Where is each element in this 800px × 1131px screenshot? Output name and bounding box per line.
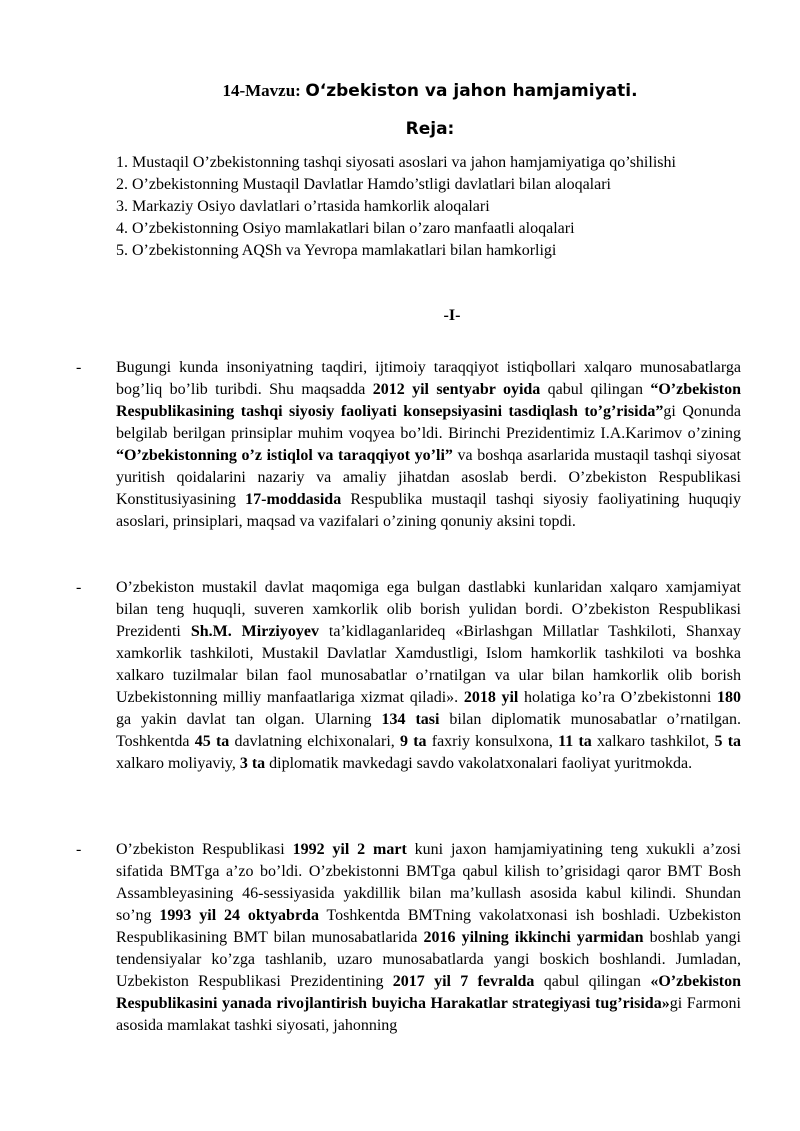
paragraph-text: [116, 839, 741, 1037]
bold-text-run: 2012 yil sentyabr oyida: [372, 381, 541, 398]
paragraph-text: [116, 357, 741, 533]
text-run: gi Farmoni asosida mamlakat tashki siyosati, jahonning: [116, 995, 741, 1034]
text-run: diplomatik mavkedagi savdo vakolatxonalari faoliyat yuritmokda.: [265, 755, 693, 772]
bold-text-run: 1993 yil 24 oktyabrda: [159, 907, 319, 924]
text-run: Toshkentda BMTning vakolatxonasi ish boshladi. Uzbekiston Respublikasining BMT bilan munosabatlarida: [116, 907, 741, 946]
bullet-dash: -: [76, 579, 82, 596]
text-run: O’zbekiston mustakil davlat maqomiga ega bulgan dastlabki kunlaridan xalqaro xamjamiyat bilan teng huquqli, suveren xamkorlik olib borish yulidan bordi. O’zbekiston Respublikasi Prezidenti: [116, 579, 741, 640]
text-run: qabul qilingan: [540, 381, 651, 398]
plan-item: 4. O’zbekistonning Osiyo mamlakatlari bilan o’zaro manfaatli aloqalari: [116, 220, 575, 237]
bold-text-run: 1992 yil 2 mart: [292, 841, 407, 858]
bold-text-run: “O’zbekiston Respublikasining tashqi siyosiy faoliyati konsepsiyasini tasdiqlash to’g’risida”: [116, 381, 742, 420]
text-run: Respublika mustaqil tashqi siyosiy faoliyatining huquqiy asoslari, prinsiplari, maqsad va vazifalari o’zining qonuniy aksini topdi.: [116, 491, 741, 530]
text-run: faxriy konsulxona,: [426, 733, 559, 750]
topic-title: [0, 78, 800, 103]
bold-text-run: «O’zbekiston Respublikasini yanada rivojlantirish buyicha Harakatlar strategiyasi tug’risida»: [116, 973, 742, 1012]
text-run: kuni jaxon hamjamiyatining teng xukukli a’zosi sifatida BMTga a’zo bo’ldi. O’zbekistonni BMTga qabul kilish to’grisidagi qaror BMT Bosh Assambleyasining 46-sessiyasida yakdillik bilan ma’kullash asosida kabul kilindi. Shundan so’ng: [116, 841, 741, 924]
plan-heading: Reja:: [405, 119, 455, 139]
bold-text-run: Sh.M. Mirziyoyev: [190, 623, 319, 640]
bold-text-run: 17-moddasida: [245, 491, 342, 508]
text-run: xalkaro tashkilot,: [591, 733, 715, 750]
text-run: O’zbekiston Respublikasi: [116, 841, 293, 858]
text-run: ta’kidlaganlarideq «Birlashgan Millatlar Tashkiloti, Shanxay xamkorlik tashkiloti, Mustakil Davlatlar Xamdustligi, Islom hamkorlik tashkiloti va boshka xalkaro tuzilmalar bilan faol munosabatlar o’rnatilgan va ular bilan hamkorlik olib borish Uzbekistonning milliy manfaatlariga xizmat qiladi».: [116, 623, 742, 706]
plan-item: 1. Mustaqil O’zbekistonning tashqi siyosati asoslari va jahon hamjamiyatiga qo’shilishi: [116, 154, 676, 171]
text-run: qabul qilingan: [534, 973, 651, 990]
paragraph-text: [116, 577, 741, 775]
text-run: Bugungi kunda insoniyatning taqdiri, ijtimoiy taraqqiyot istiqbollari xalqaro munosabatlarga bog’liq bo’lib turibdi. Shu maqsadda: [116, 359, 741, 398]
bold-text-run: 5 ta: [714, 733, 742, 750]
bold-text-run: 9 ta: [399, 733, 427, 750]
bold-text-run: 2017 yil 7 fevralda: [392, 973, 535, 990]
plan-item: 5. O’zbekistonning AQSh va Yevropa mamlakatlari bilan hamkorligi: [116, 242, 557, 259]
text-run: bilan diplomatik munosabatlar o’rnatilgan. Toshkentda: [116, 711, 742, 750]
bold-text-run: 180: [717, 689, 741, 706]
bold-text-run: 45 ta: [194, 733, 230, 750]
bullet-dash: -: [76, 841, 82, 858]
text-run: va boshqa asarlarida mustaqil tashqi siyosat yuritish qoidalarini nazariy va amaliy jihatdan asoslab berdi. O’zbekiston Respublikasi Konstitusiyasining: [116, 447, 742, 508]
bold-text-run: 2016 yilning ikkinchi yarmidan: [423, 929, 644, 946]
bullet-dash: -: [76, 359, 82, 376]
plan-item: 3. Markaziy Osiyo davlatlari o’rtasida hamkorlik aloqalari: [116, 198, 490, 215]
bold-text-run: “O’zbekistonning o’z istiqlol va taraqqiyot yo’li”: [116, 447, 453, 464]
bold-text-run: 3 ta: [239, 755, 266, 772]
bold-text-run: 2018 yil: [463, 689, 519, 706]
bold-text-run: 134 tasi: [381, 711, 440, 728]
section-heading: -I-: [443, 307, 461, 324]
text-run: ga yakin davlat tan olgan. Ularning: [116, 711, 382, 728]
plan-item: 2. O’zbekistonning Mustaqil Davlatlar Hamdo’stligi davlatlari bilan aloqalari: [116, 176, 611, 193]
bold-text-run: 11 ta: [558, 733, 592, 750]
text-run: holatiga ko’ra O’zbekistonni: [518, 689, 717, 706]
plan-list: [116, 152, 716, 262]
text-run: gi Qonunda belgilab berilgan prinsiplar muhim voqyea bo’ldi. Birinchi Prezidentimiz I.A.Karimov o’zining: [116, 403, 741, 442]
topic-name: O‘zbekiston va jahon hamjamiyati.: [305, 81, 638, 101]
text-run: xalkaro moliyaviy,: [116, 755, 240, 772]
topic-number: 14-Mavzu:: [222, 81, 301, 100]
text-run: boshlab yangi tendensiyalar ko’zga tashlanib, uzaro munosabatlarda yangi boskich boshlandi. Jumladan, Uzbekiston Respublikasi Prezidentining: [116, 929, 741, 990]
text-run: davlatning elchixonalari,: [229, 733, 400, 750]
